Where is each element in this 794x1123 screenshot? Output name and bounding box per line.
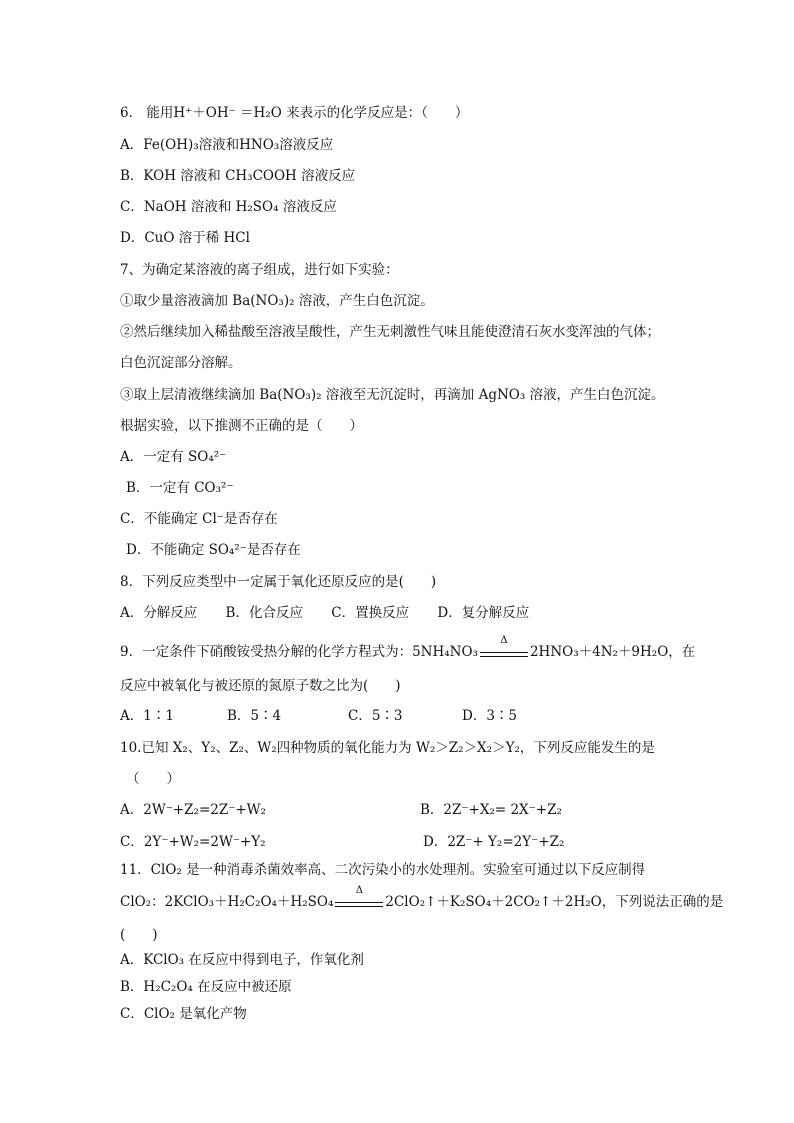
q11-stem: 11．ClO₂ 是一种消毒杀菌效率高、二次污染小的水处理剂。实验室可通过以下反应制得 [120,862,646,878]
q9-stem [120,634,696,662]
q11-eq-pre: ClO₂：2KClO₃＋H₂C₂O₄＋H₂SO₄ [120,894,334,910]
q8-option-c: C．置换反应 [331,605,410,621]
q6-stem: 6． 能用H⁺＋OH⁻ ＝H₂O 来表示的化学反应是：（ ） [120,105,469,121]
q10-paren: （ ） [126,771,180,787]
q9-stem-pre: 9．一定条件下硝酸铵受热分解的化学方程式为：5NH₄NO₃ [120,644,478,660]
q9-option-d: D．3∶5 [462,708,518,724]
delta-symbol: Δ [355,884,363,896]
q7-step-1: ①取少量溶液滴加 Ba(NO₃)₂ 溶液，产生白色沉淀。 [120,293,434,309]
q8-option-d: D．复分解反应 [437,605,530,621]
q9-stem-2: 反应中被氧化与被还原的氮原子数之比为( ) [120,678,401,694]
delta-symbol: Δ [500,634,508,646]
q11-option-b: B．H₂C₂O₄ 在反应中被还原 [120,979,292,995]
q10-option-d: D．2Z⁻+ Y₂=2Y⁻+Z₂ [423,834,565,850]
q7-stem: 7、为确定某溶液的离子组成，进行如下实验： [120,262,399,278]
q9-option-a: A．1∶1 [120,708,174,724]
q7-step-2: ②然后继续加入稀盐酸至溶液呈酸性，产生无刺激性气味且能使澄清石灰水变浑浊的气体； [120,324,660,340]
q10-option-b: B．2Z⁻+X₂= 2X⁻+Z₂ [420,802,562,818]
q6-option-d: D．CuO 溶于稀 HCl [120,230,250,246]
q7-option-b: B．一定有 CO₃²⁻ [126,480,234,496]
q8-stem: 8．下列反应类型中一定属于氧化还原反应的是( ) [120,574,437,590]
q6-option-c: C．NaOH 溶液和 H₂SO₄ 溶液反应 [120,199,337,215]
q7-option-a: A．一定有 SO₄²⁻ [120,449,227,465]
q8-option-b: B．化合反应 [225,605,303,621]
q10-stem: 10.已知 X₂、Y₂、Z₂、W₂四种物质的氧化能力为 W₂＞Z₂＞X₂＞Y₂，下列反应能发生的是 [120,740,655,756]
q9-option-c: C．5∶3 [348,708,403,724]
q8-options [120,604,529,622]
q11-paren: ( ) [120,927,158,943]
q11-option-c: C．ClO₂ 是氧化产物 [120,1006,247,1022]
q8-option-a: A．分解反应 [120,605,198,621]
q9-stem-post: 2HNO₃＋4N₂＋9H₂O，在 [529,644,696,660]
heat-equals-sign [480,634,528,662]
q7-step-2-cont: 白色沉淀部分溶解。 [120,355,242,371]
heat-equals-sign [335,884,383,912]
q9-option-b: B．5∶4 [227,708,282,724]
q11-eq-post: 2ClO₂↑＋K₂SO₄＋2CO₂↑＋2H₂O，下列说法正确的是 [385,894,724,910]
q11-option-a: A．KClO₃ 在反应中得到电子，作氧化剂 [120,952,364,968]
q7-step-3: ③取上层清液继续滴加 Ba(NO₃)₂ 溶液至无沉淀时，再滴加 AgNO₃ 溶液，产生白色沉淀。 [120,387,665,403]
q10-option-a: A．2W⁻+Z₂=2Z⁻+W₂ [120,802,266,818]
q10-option-c: C．2Y⁻+W₂=2W⁻+Y₂ [120,834,266,850]
q7-ask: 根据实验，以下推测不正确的是（ ） [120,418,363,434]
q11-equation [120,884,724,912]
q7-option-c: C．不能确定 Cl⁻是否存在 [120,511,278,527]
q6-option-b: B．KOH 溶液和 CH₃COOH 溶液反应 [120,168,356,184]
q6-option-a: A．Fe(OH)₃溶液和HNO₃溶液反应 [120,137,334,153]
q7-option-d: D．不能确定 SO₄²⁻是否存在 [126,542,301,558]
